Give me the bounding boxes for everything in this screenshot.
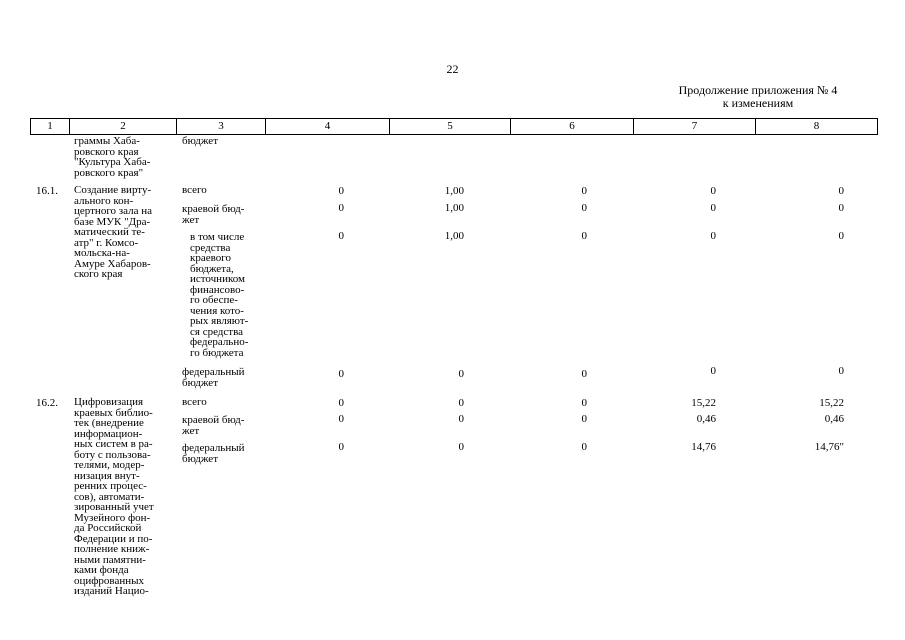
value-cell: 0 (581, 230, 587, 242)
value-cell: 0 (338, 441, 344, 453)
value-cell: 0 (581, 202, 587, 214)
row-number: 16.2. (36, 397, 58, 409)
value-cell: 0 (458, 397, 464, 409)
row-description: Цифровизация краевых библио- тек (внедрение информацион- ных систем в ра- боту с пользова- телями, модер- низация внут- ренних процес- сов), автомати- зированный учет Музейного фон- да Российской Федерации и по- полнение книж- ными памятни- ками фонда оцифрованных изданий Нацио- (74, 396, 154, 597)
source-label: краевой бюд- жет (182, 203, 245, 226)
source-label: всего (182, 396, 207, 408)
value-cell: 0 (581, 441, 587, 453)
source-label: в том числе средства краевого бюджета, источником финансово- го обеспе- чения кото- рых являют- ся средства федерально- го бюджета (190, 231, 249, 359)
value-cell: 0 (581, 397, 587, 409)
value-cell: 15,22 (691, 397, 716, 409)
value-cell: 0 (338, 397, 344, 409)
value-cell: 0 (458, 368, 464, 380)
value-cell: 0 (838, 185, 844, 197)
value-cell: 0 (458, 441, 464, 453)
value-cell: 0,46 (824, 413, 844, 425)
value-cell: 14,76" (814, 441, 844, 453)
header-col-7: 7 (634, 119, 756, 135)
value-cell: 0 (710, 202, 716, 214)
value-cell: 0 (581, 413, 587, 425)
source-label: всего (182, 184, 207, 196)
value-cell: 1,00 (444, 202, 464, 214)
value-cell: 0 (338, 413, 344, 425)
header-col-6: 6 (511, 119, 634, 135)
value-cell: 0 (710, 185, 716, 197)
value-cell: 0 (581, 368, 587, 380)
header-col-2: 2 (70, 119, 177, 135)
continuation-line-2: к изменениям (722, 96, 794, 110)
header-col-8: 8 (756, 119, 878, 135)
value-cell: 1,00 (444, 185, 464, 197)
header-col-4: 4 (266, 119, 390, 135)
value-cell: 15,22 (819, 397, 844, 409)
value-cell: 0 (338, 368, 344, 380)
source-label: федеральный бюджет (182, 366, 245, 389)
value-cell: 14,76 (691, 441, 716, 453)
value-cell: 0 (458, 413, 464, 425)
value-cell: 0 (838, 202, 844, 214)
value-cell: 0 (338, 202, 344, 214)
row-description: Создание вирту- ального кон- цертного зала на базе МУК "Дра- матический те- атр" г. Комсо- мольска-на- Амуре Хабаров- ского края (74, 184, 153, 280)
value-cell: 1,00 (444, 230, 464, 242)
continuation-line-1: Продолжение приложения № 4 (678, 83, 838, 97)
column-number-header (30, 118, 878, 135)
value-cell: 0 (710, 365, 716, 377)
value-cell: 0 (581, 185, 587, 197)
source-label: краевой бюд- жет (182, 414, 245, 437)
source-label: федеральный бюджет (182, 442, 245, 465)
value-cell: 0 (338, 230, 344, 242)
header-col-3: 3 (177, 119, 266, 135)
value-cell: 0,46 (696, 413, 716, 425)
carry-over-source: бюджет (182, 135, 218, 147)
value-cell: 0 (710, 230, 716, 242)
continuation-caption (640, 84, 876, 110)
page-number: 22 (446, 62, 459, 76)
header-col-1: 1 (31, 119, 70, 135)
value-cell: 0 (838, 365, 844, 377)
header-col-5: 5 (390, 119, 511, 135)
carry-over-program-name: граммы Хаба- ровского края "Культура Хаба- ровского края" (74, 135, 151, 179)
value-cell: 0 (838, 230, 844, 242)
row-number: 16.1. (36, 185, 58, 197)
value-cell: 0 (338, 185, 344, 197)
